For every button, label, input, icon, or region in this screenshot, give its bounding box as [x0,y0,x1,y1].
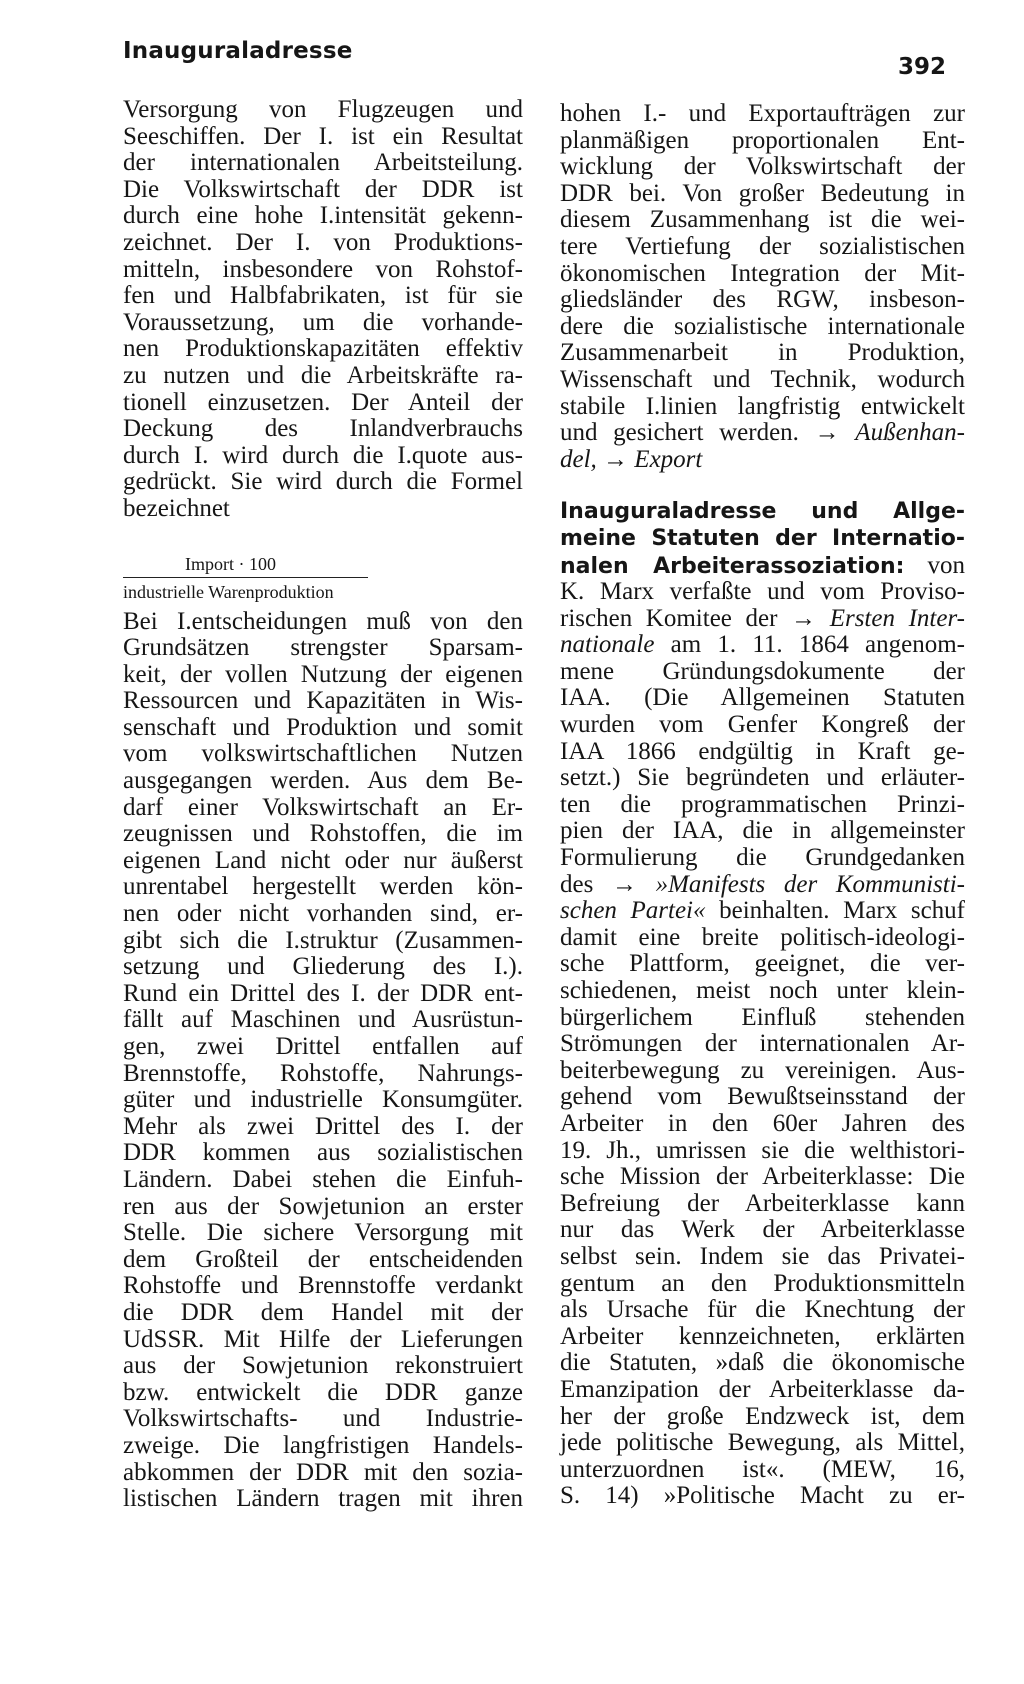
text-line: zweige. Die langfristigen Handels- [123,1431,523,1459]
text-line: gen, zwei Drittel entfallen auf [123,1033,523,1060]
text-line: fällt auf Maschinen und Ausrüstun- [123,1006,523,1034]
text-line: UdSSR. Mit Hilfe der Lieferungen [123,1325,523,1353]
text-line: dem Großteil der entscheidenden [123,1245,523,1273]
import-quota-formula [123,543,523,602]
text-line: Ressourcen und Kapazitäten in Wis- [123,687,523,715]
text-line: IAA. (Die Allgemeinen Statuten [560,684,965,712]
text-line: zeugnissen und Rohstoffen, die im [123,820,523,848]
text-line: del, → Export [560,445,703,473]
text-line: Voraussetzung, um die vorhande- [123,308,523,336]
text-line: setzt.) Sie begründeten und erläuter- [560,764,965,792]
text-line: K. Marx verfaßte und vom Proviso- [560,578,965,606]
text-line: und gesichert werden. → Außenhan- [560,419,965,447]
text-line: Brennstoffe, Rohstoffe, Nahrungs- [123,1059,523,1087]
text-line: keit, der vollen Nutzung der eigenen [123,660,523,688]
text-line: eigenen Land nicht oder nur äußerst [123,846,523,874]
text-line: S. 14) »Politische Macht zu er- [560,1482,965,1510]
text-line: als Ursache für die Knechtung der [560,1296,965,1324]
text-line: die Statuten, »daß die ökonomische [560,1349,965,1377]
formula-numerator: Import · 100 [185,553,276,574]
text-line: zu nutzen und die Arbeitskräfte ra- [123,361,523,389]
fraction-bar [123,577,368,578]
text-line: die DDR dem Handel mit der [123,1298,523,1326]
text-line: Stelle. Die sichere Versorgung mit [123,1219,523,1247]
text-line: wurden vom Genfer Kongreß der [560,711,965,739]
text-line: gliedsländer des RGW, insbeson- [560,286,965,314]
text-line: Mehr als zwei Drittel des I. der [123,1112,523,1140]
cross-reference-link[interactable]: Export [634,445,703,473]
text-line: jede politische Bewegung, als Mittel, [560,1429,965,1457]
text-line: ausgegangen werden. Aus dem Be- [123,767,523,795]
text-line: Deckung des Inlandverbrauchs [123,415,523,443]
entry-body-continued [560,925,965,1510]
formula-denominator: industrielle Warenproduktion [123,581,334,602]
text-line: tionell einzusetzen. Der Anteil der [123,388,523,416]
text-line: Seeschiffen. Der I. ist ein Resultat [123,122,523,150]
text-line: setzung und Gliederung des I.). [123,953,523,981]
text-line: des → »Manifests der Kommunisti- [560,870,966,898]
text-line: Wissenschaft und Technik, wodurch [560,365,965,393]
text-line: damit eine breite politisch-ideologi- [560,923,965,951]
text-line: schiedenen, meist noch unter klein- [560,977,965,1004]
text-line: mitteln, insbesondere von Rohstof- [123,255,523,283]
right-column-paragraph-1 [560,101,965,420]
text-line: rischen Komitee der → Ersten Inter- [560,604,965,632]
cross-reference-link[interactable]: Ersten Inter- [829,604,965,632]
text-line: Strömungen der internationalen Ar- [560,1030,965,1058]
entry-headword: nalen Arbeiterassoziation: [560,553,905,579]
text-line: sche Mission der Arbeiterklasse: Die [560,1163,965,1191]
text-line: Emanzipation der Arbeiterklasse da- [560,1375,965,1403]
text-line: bürgerlichem Einfluß stehenden [560,1003,965,1031]
page-number: 392 [898,54,947,80]
text-line: 19. Jh., umrissen sie die welthistori- [560,1136,965,1164]
entry-headword: Inauguraladresse und Allge- [560,499,965,525]
text-line: zeichnet. Der I. von Produktions- [123,228,523,256]
text-line: gedrückt. Sie wird durch die Formel [123,468,523,496]
left-column [123,97,523,1513]
text-line: DDR kommen aus sozialistischen [123,1139,523,1167]
text-line: Rund ein Drittel des I. der DDR ent- [123,979,523,1007]
text-line: hohen I.- und Exportaufträgen zur [560,100,965,127]
dictionary-entry [560,499,965,1510]
text-line: Die Volkswirtschaft der DDR ist [123,175,523,203]
text-line: planmäßigen proportionalen Ent- [560,126,965,154]
text-line: durch I. wird durch die I.quote aus- [123,441,523,469]
text-line: nalen Arbeiterassoziation: von [560,551,966,579]
text-line: schen Partei« beinhalten. Marx schuf [560,897,965,925]
text-line: DDR bei. Von großer Bedeutung in [560,179,965,207]
cross-reference-link[interactable]: schen Partei« [560,897,706,925]
text-line: Ländern. Dabei stehen die Einfuh- [123,1165,523,1193]
text-line: Arbeiter kennzeichneten, erklärten [560,1322,965,1350]
text-line: IAA 1866 endgültig in Kraft ge- [560,737,965,765]
cross-reference-link[interactable]: del, [560,445,597,473]
text-line: ren aus der Sowjetunion an erster [123,1192,523,1220]
text-line: stabile I.linien langfristig entwickelt [560,392,965,420]
text-line: her der große Endzweck ist, dem [560,1402,965,1430]
text-line: Grundsätzen strengster Sparsam- [123,634,523,662]
text-line: nen oder nicht vorhanden sind, er- [123,900,523,928]
text-line: fen und Halbfabrikaten, ist für sie [123,282,523,310]
text-line: bezeichnet [123,494,230,522]
text-line: aus der Sowjetunion rekonstruiert [123,1352,523,1380]
text-line: gentum an den Produktionsmitteln [560,1269,965,1297]
text-line: senschaft und Produktion und somit [123,713,523,741]
text-line: unterzuordnen ist«. (MEW, 16, [560,1455,965,1483]
text-line: mene Gründungsdokumente der [560,657,965,685]
text-line: Arbeiter in den 60er Jahren des [560,1109,965,1137]
text-line: Rohstoffe und Brennstoffe verdankt [123,1272,523,1300]
left-column-paragraph-1 [123,97,523,523]
text-line: ökonomischen Integration der Mit- [560,259,965,287]
text-line: beiterbewegung zu vereinigen. Aus- [560,1056,965,1084]
text-line: güter und industrielle Konsumgüter. [123,1086,523,1114]
text-line: der internationalen Arbeitsteilung. [123,149,523,177]
text-line: Volkswirtschafts- und Industrie- [123,1405,523,1433]
text-line: gehend vom Bewußtseinsstand der [560,1083,965,1111]
text-line: Befreiung der Arbeiterklasse kann [560,1189,965,1217]
text-line: gibt sich die I.struktur (Zusammen- [123,926,523,954]
text-line: tere Vertiefung der sozialistischen [560,232,965,260]
cross-reference-link[interactable]: nationale [560,631,655,659]
text-line: Formulierung die Grundgedanken [560,844,965,872]
text-line: pien der IAA, die in allgemeinster [560,817,965,845]
text-line: ten die programmatischen Prinzi- [560,790,965,818]
right-column [560,101,965,1510]
text-line: unrentabel hergestellt werden kön- [123,873,523,901]
text-line: selbst sein. Indem sie das Privatei- [560,1242,965,1270]
text-line: nen Produktionskapazitäten effektiv [123,335,523,363]
text-line: vom volkswirtschaftlichen Nutzen [123,740,523,768]
text-line: abkommen der DDR mit den sozia- [123,1458,523,1486]
text-line: darf einer Volkswirtschaft an Er- [123,793,523,821]
text-line: Zusammenarbeit in Produktion, [560,339,965,367]
text-line: nationale am 1. 11. 1864 angenom- [560,631,965,659]
entry-headword: meine Statuten der Internatio- [560,525,965,551]
cross-reference-link[interactable]: »Manifests der Kommunisti- [655,870,966,898]
cross-reference-link[interactable]: Außenhan- [855,419,965,447]
text-line: Versorgung von Flugzeugen und [123,96,523,123]
text-line: Bei I.entscheidungen muß von den [123,607,523,635]
left-column-paragraph-2 [123,609,523,1513]
text-line: listischen Ländern tragen mit ihren [123,1485,523,1513]
text-line: durch eine hohe I.intensität gekenn- [123,202,523,230]
page-headword: Inauguraladresse [123,38,353,64]
text-line: bzw. entwickelt die DDR ganze [123,1378,523,1406]
text-line: diesem Zusammenhang ist die wei- [560,206,965,234]
text-line: dere die sozialistische internationale [560,312,965,340]
text-line: wicklung der Volkswirtschaft der [560,153,965,181]
text-line: nur das Werk der Arbeiterklasse [560,1216,965,1244]
text-line: sche Plattform, geeignet, die ver- [560,950,965,978]
